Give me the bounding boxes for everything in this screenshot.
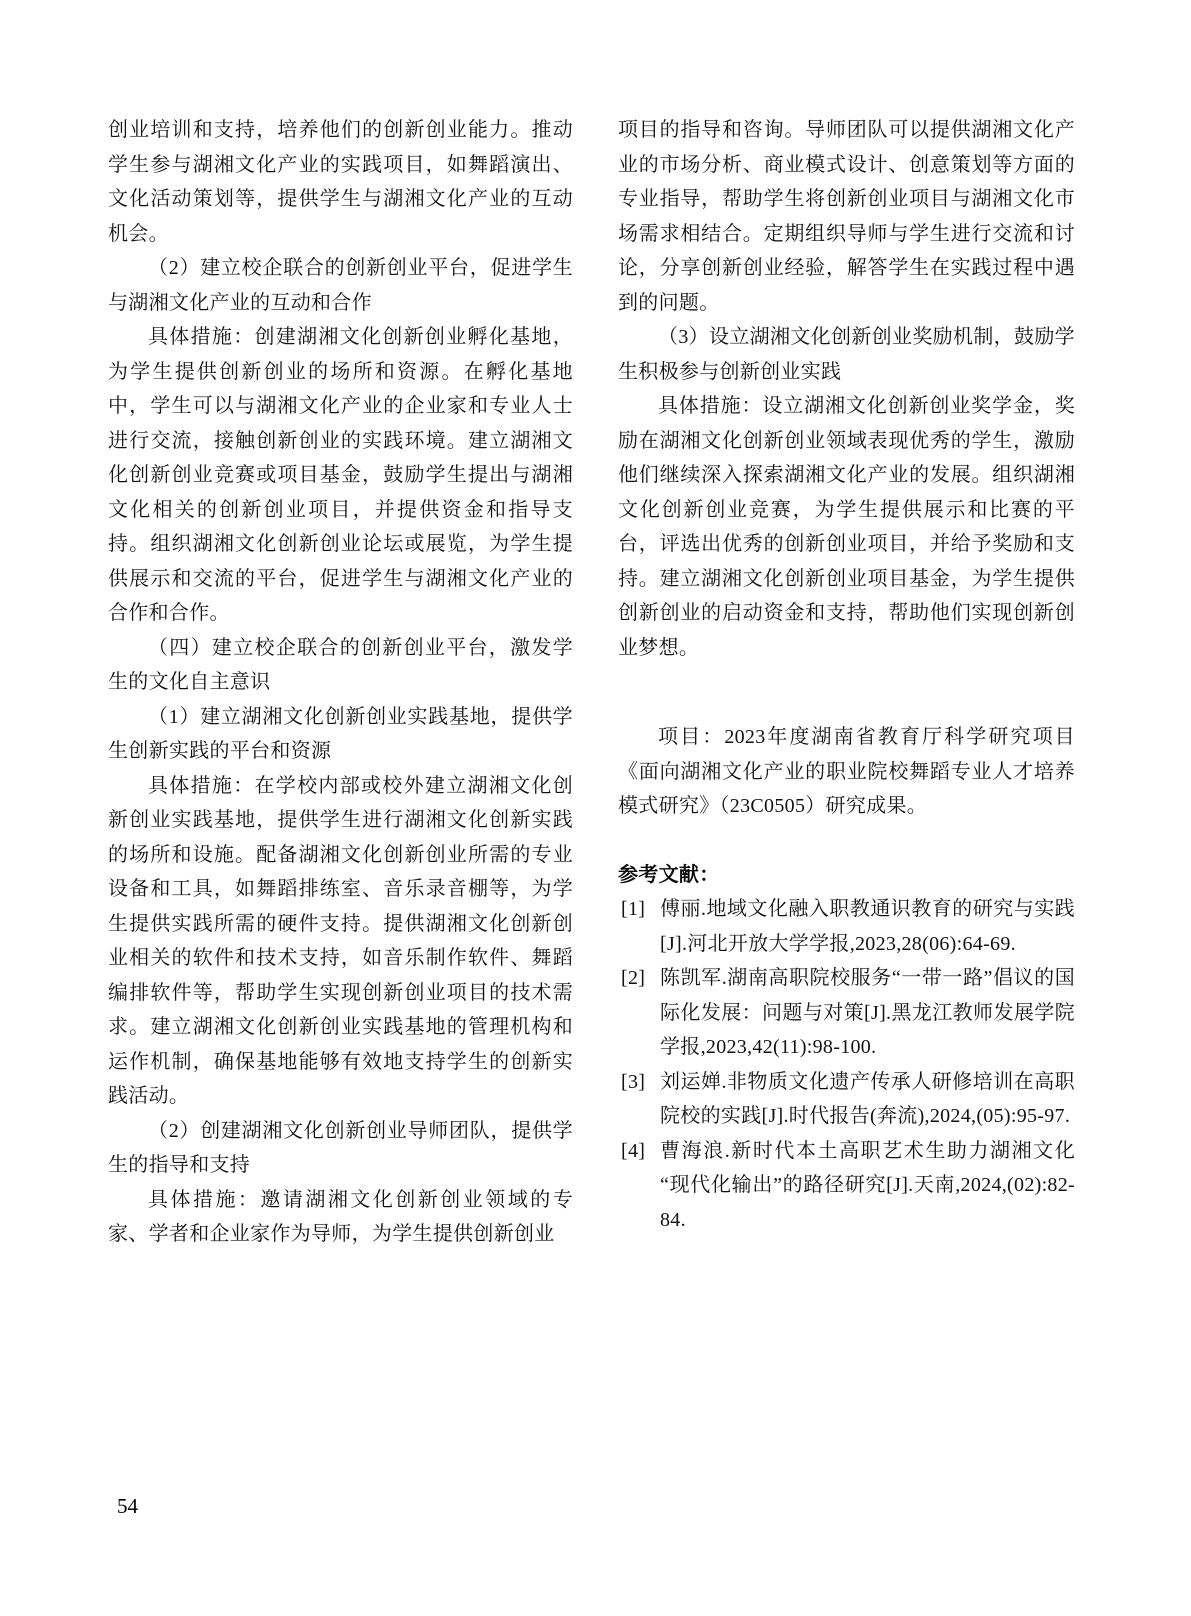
reference-item: [618, 1134, 1075, 1238]
funding-note: 项目：2023年度湖南省教育厅科学研究项目《面向湖湘文化产业的职业院校舞蹈专业人才培养模式研究》（23C0505）研究成果。: [618, 726, 1075, 817]
body-paragraph: （四）建立校企联合的创新创业平台，激发学生的文化自主意识: [108, 636, 573, 693]
references-list: [618, 892, 1075, 1237]
reference-item: [618, 1065, 1075, 1134]
body-paragraph: 具体措施：在学校内部或校外建立湖湘文化创新创业实践基地，提供学生进行湖湘文化创新实践的场所和设施。配备湖湘文化创新创业所需的专业设备和工具，如舞蹈排练室、音乐录音棚等，为学生提供实践所需的硬件支持。提供湖湘文化创新创业相关的软件和技术支持，如音乐制作软件、舞蹈编排软件等，帮助学生实现创新创业项目的技术需求。建立湖湘文化创新创业实践基地的管理机构和运作机制，确保基地能够有效地支持学生的创新实践活动。: [108, 774, 573, 1107]
reference-marker: [1]: [621, 898, 646, 920]
body-paragraph: 具体措施：邀请湖湘文化创新创业领域的专家、学者和企业家作为导师，为学生提供创新创业: [108, 1188, 573, 1245]
reference-item: [618, 961, 1075, 1065]
body-paragraph: （2）建立校企联合的创新创业平台，促进学生与湖湘文化产业的互动和合作: [108, 257, 573, 314]
right-column: [618, 113, 1075, 1252]
references-heading: 参考文献：: [618, 863, 720, 886]
page-number: 54: [117, 1494, 138, 1518]
reference-text: 陈凯军.湖南高职院校服务“一带一路”倡议的国际化发展：问题与对策[J].黑龙江教师发展学院学报,2023,42(11):98-100.: [660, 967, 1075, 1058]
body-paragraph: （2）创建湖湘文化创新创业导师团队，提供学生的指导和支持: [108, 1119, 573, 1176]
two-column-body: [108, 113, 1075, 1252]
reference-marker: [4]: [621, 1139, 646, 1162]
reference-text: 刘运婵.非物质文化遗产传承人研修培训在高职院校的实践[J].时代报告(奔流),2024,(05):95-97.: [660, 1070, 1075, 1127]
reference-marker: [3]: [621, 1070, 646, 1093]
body-paragraph: 项目的指导和咨询。导师团队可以提供湖湘文化产业的市场分析、商业模式设计、创意策划等方面的专业指导，帮助学生将创新创业项目与湖湘文化市场需求相结合。定期组织导师与学生进行交流和讨论，分享创新创业经验，解答学生在实践过程中遇到的问题。: [618, 119, 1075, 314]
reference-text: 傅丽.地域文化融入职教通识教育的研究与实践[J].河北开放大学学报,2023,28(06):64-69.: [660, 898, 1075, 955]
body-paragraph: 创业培训和支持，培养他们的创新创业能力。推动学生参与湖湘文化产业的实践项目，如舞蹈演出、文化活动策划等，提供学生与湖湘文化产业的互动机会。: [108, 119, 573, 245]
body-paragraph: （3）设立湖湘文化创新创业奖励机制，鼓励学生积极参与创新创业实践: [618, 326, 1075, 383]
reference-text: 曹海浪.新时代本土高职艺术生助力湖湘文化“现代化输出”的路径研究[J].天南,2024,(02):82-84.: [660, 1139, 1075, 1231]
body-paragraph: 具体措施：设立湖湘文化创新创业奖学金，奖励在湖湘文化创新创业领域表现优秀的学生，激励他们继续深入探索湖湘文化产业的发展。组织湖湘文化创新创业竞赛，为学生提供展示和比赛的平台，评选出优秀的创新创业项目，并给予奖励和支持。建立湖湘文化创新创业项目基金，为学生提供创新创业的启动资金和支持，帮助他们实现创新创业梦想。: [618, 395, 1075, 659]
left-column: [108, 113, 573, 1252]
reference-item: [618, 892, 1075, 961]
body-paragraph: 具体措施：创建湖湘文化创新创业孵化基地，为学生提供创新创业的场所和资源。在孵化基地中，学生可以与湖湘文化产业的企业家和专业人士进行交流，接触创新创业的实践环境。建立湖湘文化创新创业竞赛或项目基金，鼓励学生提出与湖湘文化相关的创新创业项目，并提供资金和指导支持。组织湖湘文化创新创业论坛或展览，为学生提供展示和交流的平台，促进学生与湖湘文化产业的合作和合作。: [108, 326, 573, 624]
reference-marker: [2]: [621, 967, 646, 989]
body-paragraph: （1）建立湖湘文化创新创业实践基地，提供学生创新实践的平台和资源: [108, 705, 573, 762]
